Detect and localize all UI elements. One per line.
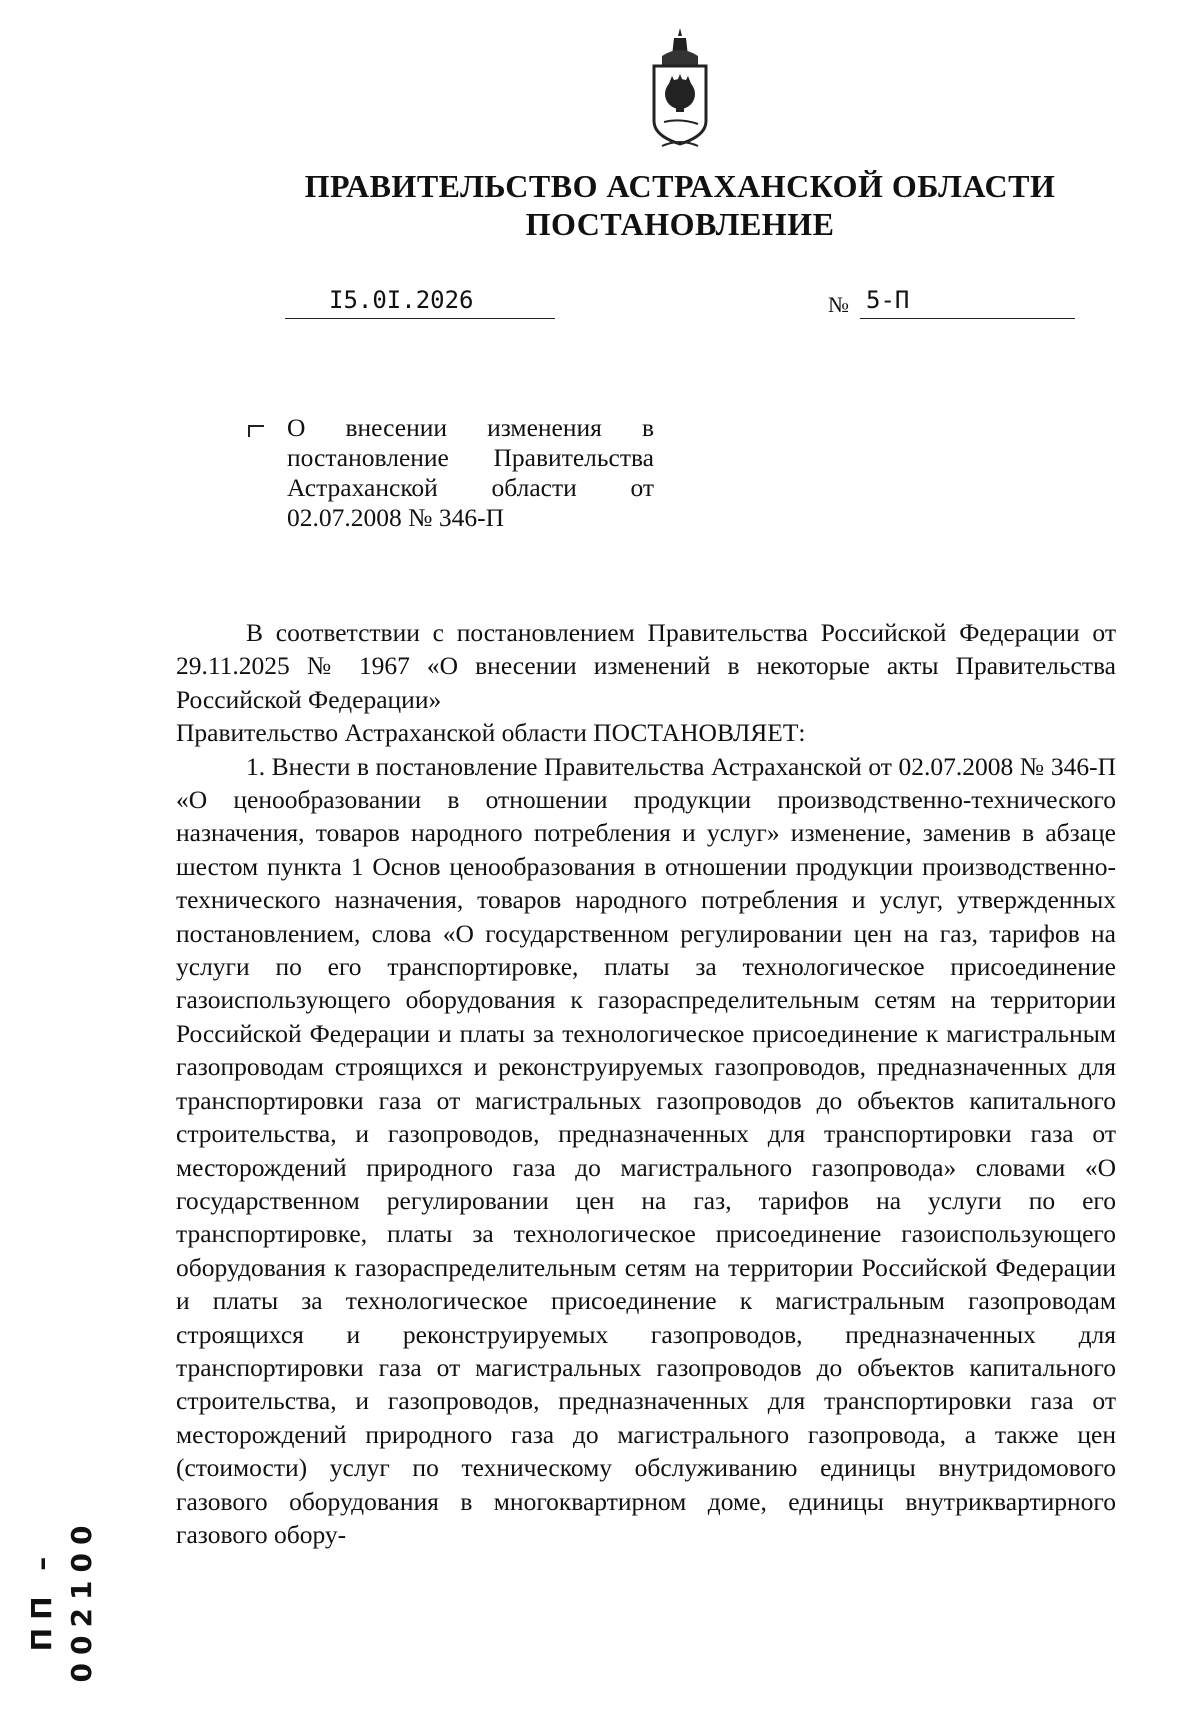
document-number: 5-П xyxy=(866,286,910,314)
number-label: № xyxy=(828,292,849,317)
resolution-paragraph: Правительство Астраханской области ПОСТАНОВЛЯЕТ: xyxy=(176,718,806,748)
side-serial-code: ПП – 002100 xyxy=(25,1517,98,1683)
subject-corner-mark xyxy=(248,425,264,437)
document-subject: О внесении изменения в постановление Правительства Астраханской области от 02.07.2008 № 346-П xyxy=(287,413,654,532)
document-body xyxy=(176,616,1116,1551)
number-field xyxy=(860,286,1075,319)
item-1-paragraph: 1. Внести в постановление Правительства Астраханской от 02.07.2008 № 346-П «О ценообразовании в отношении продукции производственно-технического назначения, товаров народного потребления и услуг» изменение, заменив в абзаце шестом пункта 1 Основ ценообразования в отношении продукции производственно-технического назначения, товаров народного потребления и услуг, утвержденных постановлением, слова «О государственном регулировании цен на газ, тарифов на услуги по его транспортировке, платы за технологическое присоединение газоиспользующего оборудования к газораспределительным сетям на территории Российской Федерации и платы за технологическое присоединение к магистральным газопроводам строящихся и реконструируемых газопроводов, предназначенных для транспортировки газа от магистральных газопроводов до объектов капитального строительства, и газопроводов, предназначенных для транспортировки газа от месторождений природного газа до магистрального газопровода» словами «О государственном регулировании цен на газ, тарифов на услуги по его транспортировке, платы за технологическое присоединение газоиспользующего оборудования к газораспределительным сетям на территории Российской Федерации и платы за технологическое присоединение к магистральным газопроводам строящихся и реконструируемых газопроводов, предназначенных для транспортировки газа от магистральных газопроводов до объектов капитального строительства, и газопроводов, предназначенных для транспортировки газа от месторождений природного газа до магистрального газопровода, а также цен (стоимости) услуг по техническому обслуживанию единицы внутридомового газового оборудования в многоквартирном доме, единицы внутриквартирного газового обору- xyxy=(176,751,1116,1549)
date-field xyxy=(285,286,555,319)
coat-of-arms-icon xyxy=(640,26,720,156)
document-date: I5.0I.2026 xyxy=(329,286,474,314)
document-type-title: ПОСТАНОВЛЕНИЕ xyxy=(525,206,835,242)
intro-paragraph: В соответствии с постановлением Правительства Российской Федерации от 29.11.2025 № 1967 «О внесении изменений в некоторые акты Правительства Российской Федерации» xyxy=(176,618,1116,714)
organization-title: ПРАВИТЕЛЬСТВО АСТРАХАНСКОЙ ОБЛАСТИ xyxy=(304,168,1056,204)
